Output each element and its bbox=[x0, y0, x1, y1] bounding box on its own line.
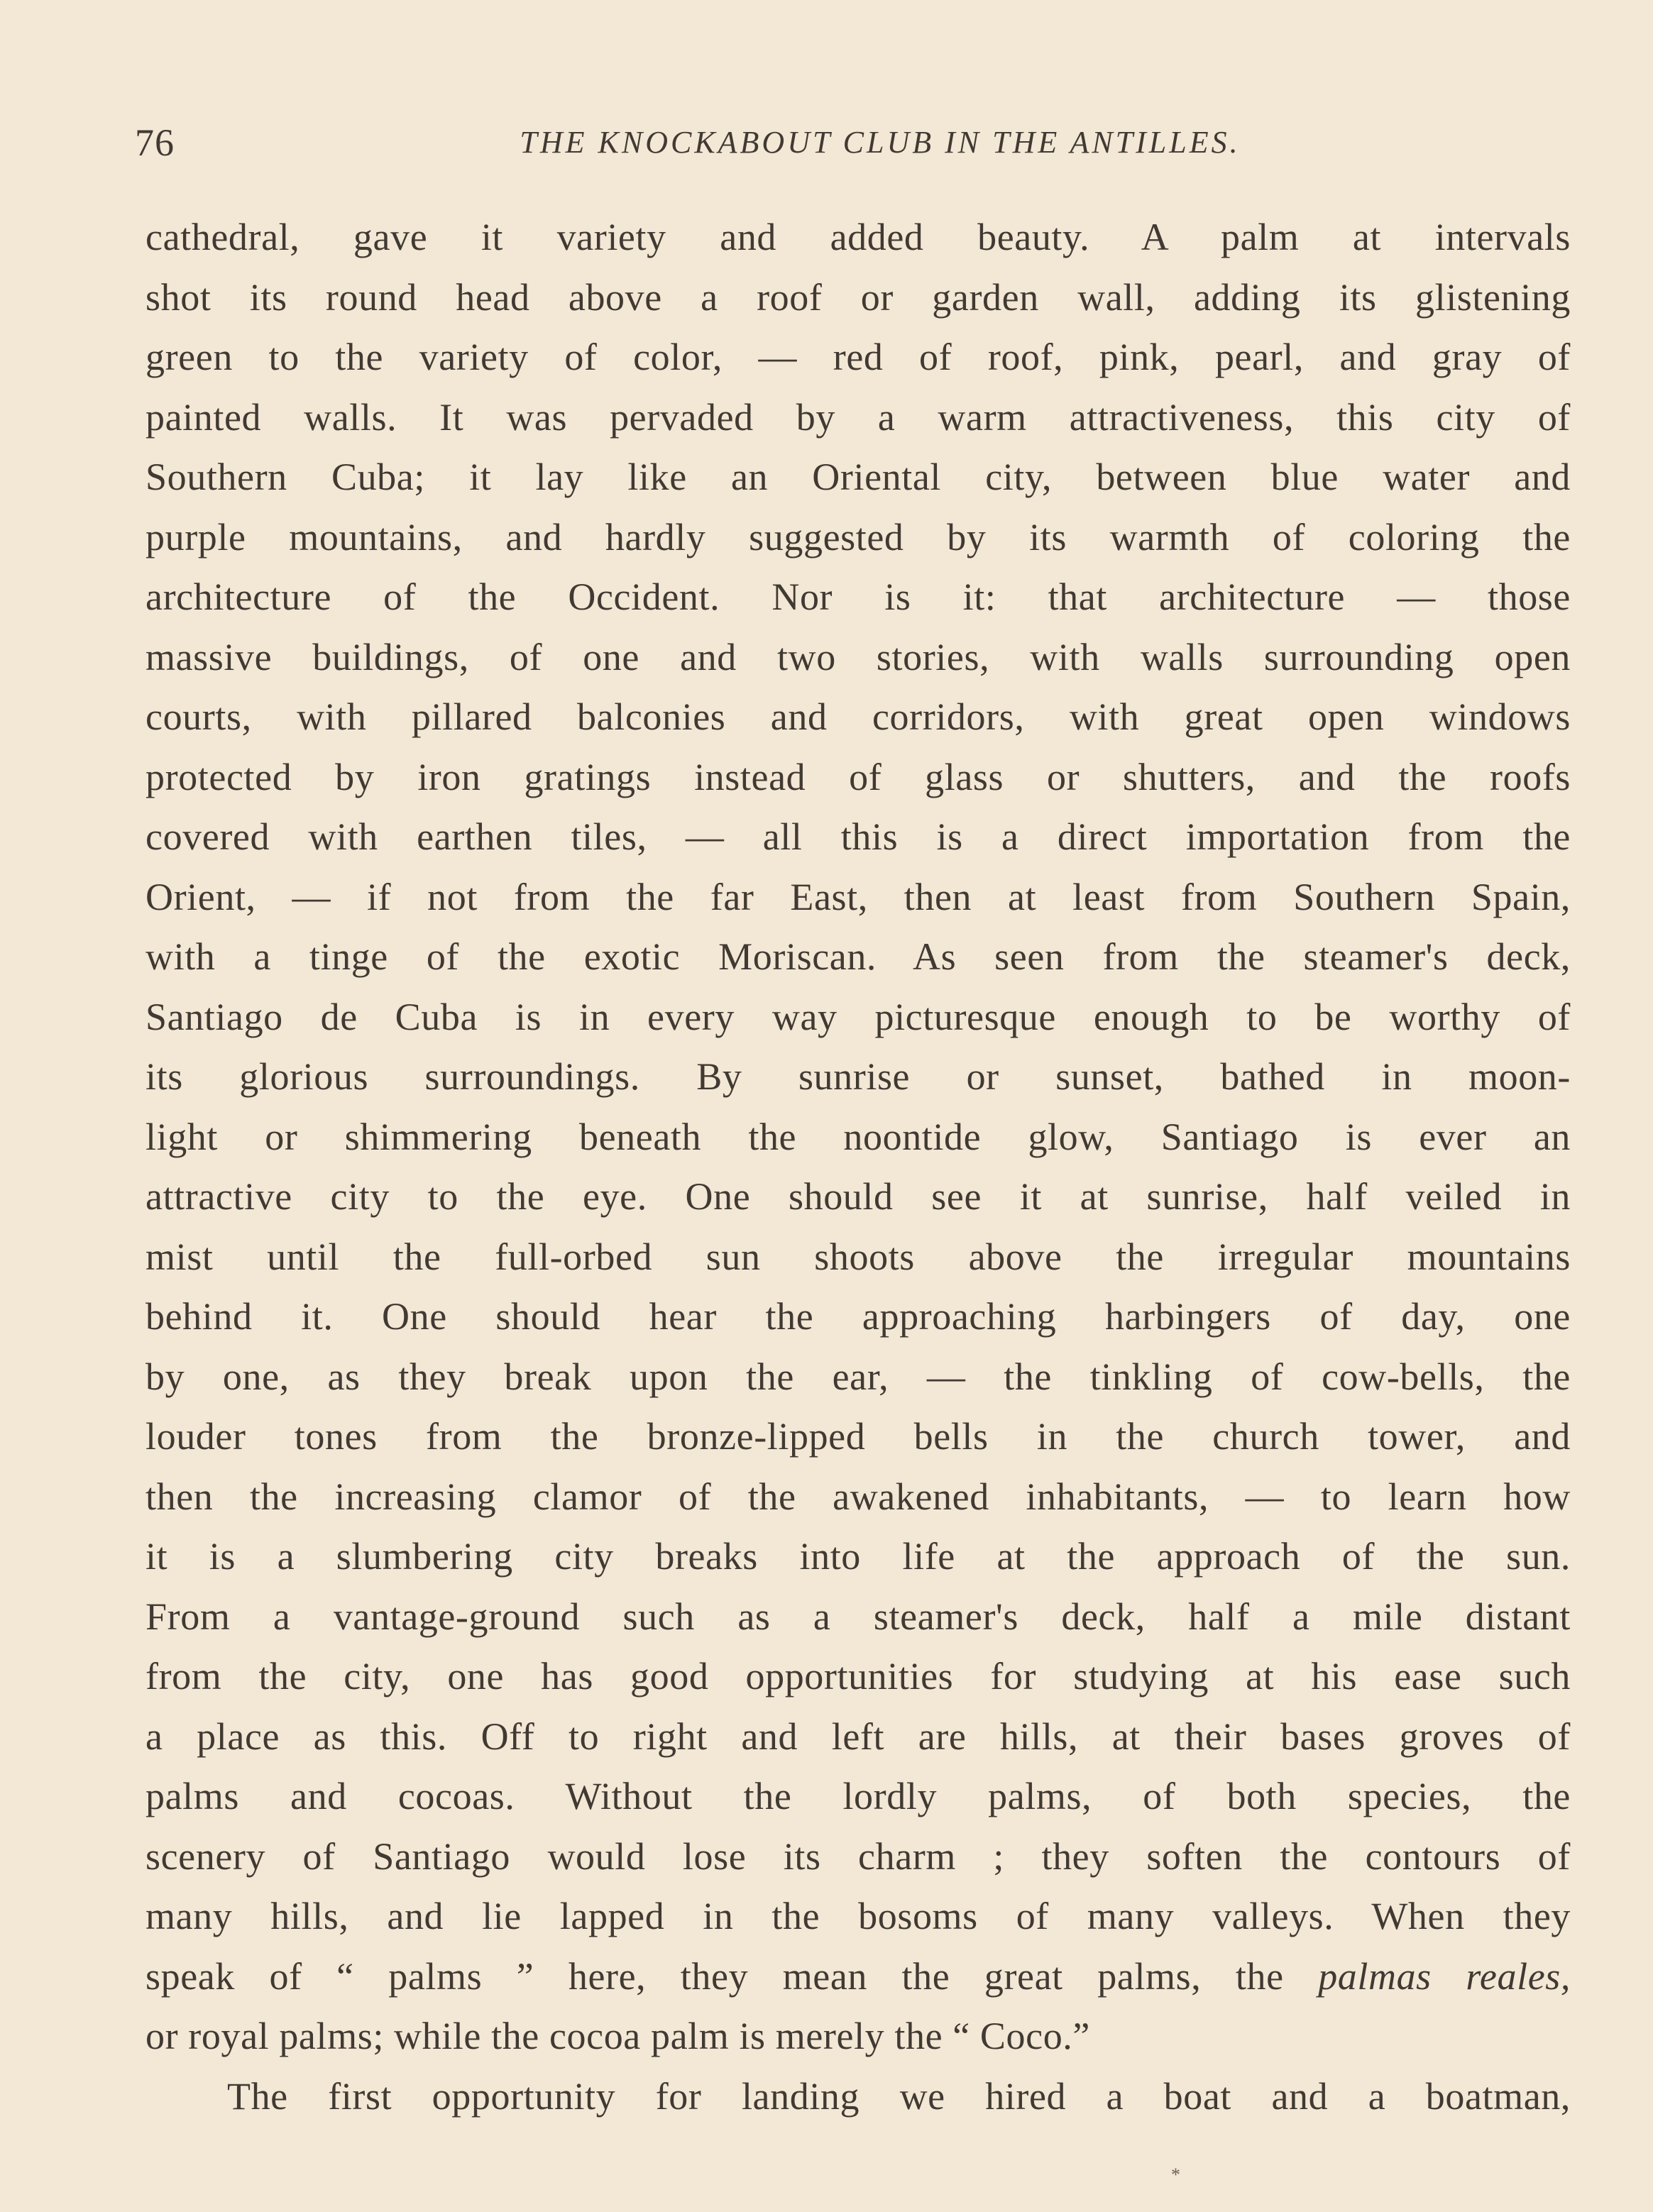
text-line: louder tones from the bronze-lipped bells in the church tower, and bbox=[145, 1415, 1571, 1458]
text-line: cathedral, gave it variety and added beauty. A palm at intervals bbox=[145, 216, 1571, 258]
paragraph-start-line: The first opportunity for landing we hired a boat and a boatman, bbox=[227, 2074, 1571, 2118]
text-line bbox=[145, 1947, 1571, 2007]
text-line: it is a slumbering city breaks into life at the approach of the sun. bbox=[145, 1535, 1571, 1578]
text-line: shot its round head above a roof or garden wall, adding its glistening bbox=[145, 275, 1571, 319]
text-line: architecture of the Occident. Nor is it: that architecture — those bbox=[145, 576, 1571, 618]
text-line: massive buildings, of one and two stories, with walls surrounding open bbox=[145, 635, 1571, 678]
footer-mark: * bbox=[1171, 2164, 1180, 2185]
text-line: with a tinge of the exotic Moriscan. As seen from the steamer's deck, bbox=[145, 935, 1571, 978]
text-line: Southern Cuba; it lay like an Oriental city, between blue water and bbox=[145, 456, 1571, 498]
text-line: covered with earthen tiles, — all this is a direct importation from the bbox=[145, 815, 1571, 858]
text-line: a place as this. Off to right and left are hills, at their bases groves of bbox=[145, 1715, 1571, 1758]
text-line: purple mountains, and hardly suggested by its warmth of coloring the bbox=[145, 515, 1571, 558]
text-line: Santiago de Cuba is in every way picturesque enough to be worthy of bbox=[145, 995, 1571, 1038]
paragraph-end-line: or royal palms; while the cocoa palm is merely the “ Coco.” bbox=[145, 2015, 1090, 2057]
text-line: its glorious surroundings. By sunrise or sunset, bathed in moon- bbox=[145, 1055, 1571, 1098]
page-header bbox=[135, 117, 1519, 168]
text-line: behind it. One should hear the approaching harbingers of day, one bbox=[145, 1295, 1571, 1338]
italic-term: palmas reales, bbox=[1318, 1954, 1571, 1998]
text-line: From a vantage-ground such as a steamer's deck, half a mile distant bbox=[145, 1595, 1571, 1638]
running-title: THE KNOCKABOUT CLUB IN THE ANTILLES. bbox=[520, 125, 1241, 160]
page-number: 76 bbox=[135, 121, 175, 164]
text-line: palms and cocoas. Without the lordly palms, of both species, the bbox=[145, 1775, 1571, 1817]
text-run: speak of “ palms ” here, they mean the great palms, the bbox=[145, 1954, 1319, 1998]
text-line: many hills, and lie lapped in the bosoms of many valleys. When they bbox=[145, 1895, 1571, 1937]
text-line: attractive city to the eye. One should see it at sunrise, half veiled in bbox=[145, 1175, 1571, 1218]
text-line: green to the variety of color, — red of roof, pink, pearl, and gray of bbox=[145, 336, 1571, 378]
text-line: from the city, one has good opportunities for studying at his ease such bbox=[145, 1655, 1571, 1697]
text-line: light or shimmering beneath the noontide glow, Santiago is ever an bbox=[145, 1115, 1571, 1158]
body-text bbox=[145, 207, 1571, 2126]
text-line: painted walls. It was pervaded by a warm attractiveness, this city of bbox=[145, 395, 1571, 439]
text-line: then the increasing clamor of the awakened inhabitants, — to learn how bbox=[145, 1475, 1571, 1518]
text-line: Orient, — if not from the far East, then at least from Southern Spain, bbox=[145, 875, 1571, 918]
text-line: mist until the full-orbed sun shoots above the irregular mountains bbox=[145, 1235, 1571, 1278]
text-line: scenery of Santiago would lose its charm ; they soften the contours of bbox=[145, 1834, 1571, 1878]
text-line: by one, as they break upon the ear, — the tinkling of cow-bells, the bbox=[145, 1355, 1571, 1398]
text-line: protected by iron gratings instead of glass or shutters, and the roofs bbox=[145, 755, 1571, 798]
text-line: courts, with pillared balconies and corridors, with great open windows bbox=[145, 695, 1571, 738]
